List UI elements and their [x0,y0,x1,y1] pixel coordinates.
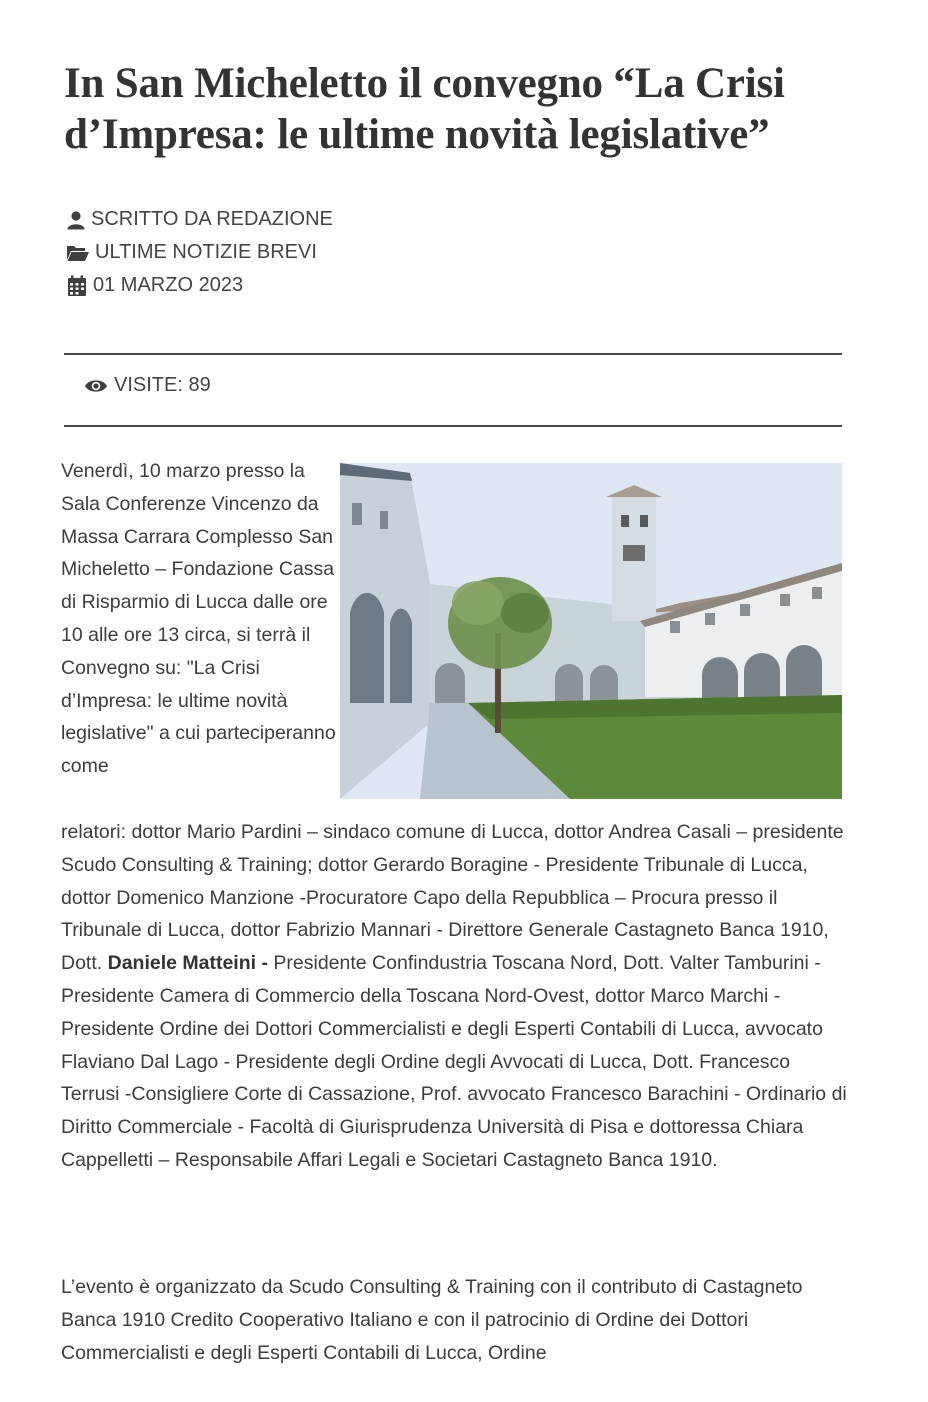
body-paragraph-event: L’evento è organizzato da Scudo Consulting & Training con il contributo di Castagneto Banca 1910 Credito Cooperativo Italiano e con il patrocinio di Ordine dei Dottori Commercialisti e degli Esperti Contabili di Lucca, Ordine [61,1276,803,1364]
speakers-text-end: Presidente Confindustria Toscana Nord, Dott. Valter Tamburini -Presidente Camera di Commercio della Toscana Nord-Ovest, dottor Marco Marchi - Presidente Ordine dei Dottori Commercialisti e degli Esperti Contabili di Lucca, avvocato Flaviano Dal Lago - Presidente degli Ordine degli Avvocati di Lucca, Dott. Francesco Terrusi -Consigliere Corte di Cassazione, Prof. avvocato Francesco Barachini - Ordinario di Diritto Commerciale - Facoltà di Giurisprudenza Università di Pisa e dottoressa Chiara Cappelletti – Responsabile Affari Legali e Societari Castagneto Banca 1910. [61,952,847,1171]
user-icon [66,210,86,230]
visits-label: VISITE: 89 [114,374,211,396]
eye-icon [84,378,108,394]
author-row[interactable] [66,203,333,236]
body-paragraph-speakers [61,816,851,1177]
date-label: 01 MARZO 2023 [93,274,244,296]
category-label: ULTIME NOTIZIE BREVI [95,241,317,263]
divider-top [64,353,842,355]
author-label: SCRITTO DA REDAZIONE [91,208,333,230]
calendar-icon [66,275,88,297]
folder-open-icon [66,244,90,262]
date-row [66,269,333,302]
article-meta [66,203,333,302]
speaker-bold-name: Daniele Matteini - [107,952,268,975]
article-title: In San Micheletto il convegno “La Crisi d’Impresa: le ultime novità legislative” [64,60,785,158]
body-paragraph-intro: Venerdì, 10 marzo presso la Sala Conferenze Vincenzo da Massa Carrara Complesso San Micheletto – Fondazione Cassa di Risparmio di Lucca dalle ore 10 alle ore 13 circa, si terrà il Convegno su: "La Crisi d’Impresa: le ultime novità legislative" a cui parteciperanno come [61,460,336,778]
category-row[interactable] [66,236,333,269]
divider-bottom [64,425,842,427]
visits-counter [84,374,211,397]
speakers-text-start: relatori: dottor Mario Pardini – sindaco comune di Lucca, dottor Andrea Casali – presidente Scudo Consulting & Training; dottor Gerardo Boragine - Presidente Tribunale di Lucca, dottor Domenico Manzione -Procuratore Capo della Repubblica – Procura presso il Tribunale di Lucca, dottor Fabrizio Mannari - Direttore Generale Castagneto Banca 1910, Dott. [61,821,844,975]
cloister-photo [340,463,842,799]
